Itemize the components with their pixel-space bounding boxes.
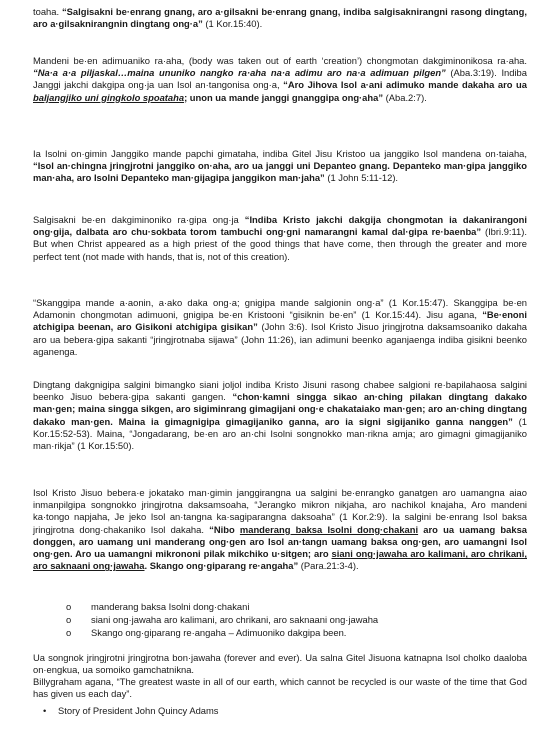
paragraph-4 <box>33 214 527 263</box>
text-run: baljangjiko uni gingkolo spoataha <box>33 91 185 103</box>
text-run: Salgisakni be·en dakgiminoniko ra·gipa ong·ja <box>33 214 245 225</box>
paragraph-2 <box>33 55 527 104</box>
text-run: “Na·a a·a piljaskal…maina ununiko nangko ra·aha na·a adimu aro na·a adimuan pilgen” <box>33 67 446 79</box>
text-run: Ia Isolni on·gimin Janggiko mande papchi gimataha, indiba Gitel Jisu Kristoo ua janggiko Isol mandena on·taiaha, <box>33 148 527 159</box>
text-run: siani ong·jawaha aro kalimani, aro chrikani, aro saknaani ong·jawaha <box>33 548 527 572</box>
text-run: Isol Kristo Jisuo bebera·e jokatako man·gimin janggirangna ua salgini be·enrangko ganatgen aro uamangna aiao inmanpilgipa songnokko jringjrotna daksamsoaha, “Jerangko mikron nikjaha, aro nachikol knajaha, Aro mandeni ka·tongo napjaha, Je jeko Isol an·tangna ka·sagiparangna daksoaha” (1 Kor.2:9). Ia salgini be·enrang Isol baksa jringjrotna dong·chakaniko Isol dakaha. <box>33 487 527 535</box>
text-run: (Ibri.9:11). But when Christ appeared as a high priest of the good things that have come, then through the greater and more perfect tent (not made with hands, that is, not of this creation). <box>33 226 527 262</box>
text-run: (1 Kor.15:52-53). Maina, “Jongadarang, be·en aro an·chi Isolni songnokko man·rikna amja; aro gimagni gimagijaniko man·rikja” (1 Kor.15:50). <box>33 415 527 452</box>
text-run: Billygraham agana, “The greatest waste in all of our earth, which cannot be recycled is our waste of the time that God has given us each day”. <box>33 676 527 700</box>
paragraph-3 <box>33 148 527 185</box>
text-run: “Indiba Kristo jakchi dakgija chongmotan ia dakanirangoni ong·gija, dalbata aro chu·sokbata torom tambuchi ong·gni namarangni kamal dal·gipa re·baenba” <box>33 214 527 238</box>
text-run: (John 3:6). Isol Kristo Jisuo jringjrotna daksamsoaniko dakaha aro ua bebera·gipa sakanti “jringjrotnaba sijawa” (John 11:26), ian adimuni beenko aganjaenga indiba gisikni beenko aganenga. <box>33 321 527 357</box>
text-run: manderang baksa Isolni dong·chakani <box>239 523 419 535</box>
text-run: toaha. <box>33 6 62 17</box>
sub-list-item: manderang baksa Isolni dong·chakani <box>91 601 250 612</box>
sub-list-marker: o <box>66 614 72 625</box>
text-run: (Aba.2:7). <box>383 91 427 103</box>
text-run: ; unon ua mande janggi gnanggipa ong·aha” <box>184 91 384 103</box>
paragraph-9 <box>33 676 527 700</box>
sub-list-marker: o <box>66 627 72 638</box>
paragraph-5 <box>33 297 527 358</box>
text-run: . Skango ong·giparang re·angaha” <box>144 560 299 572</box>
paragraph-8 <box>33 652 527 676</box>
paragraph-6 <box>33 379 527 452</box>
text-run: “chon·kamni singga sikao an·ching pilakan dingtang dakako man·gen; maina singga sikgen, aro sigiminrang gimagijani ong·e chakataiako man·gen; aro an·ching dingtang dakako man·gen. Maina ia gimagnigipa gimagijaniko ganna, aro ia signi sigijaniko ganna nanggen” <box>33 391 527 427</box>
text-run: aro ua uamang baksa donggen, aro uamang uni manderang ong·gen aro Isol an·tangn uamang baksa ong·gen, aro uamangni Isol ong·gen. Aro ua uamangni mikrononi pilak mikchiko u·sitgen; aro <box>33 523 528 560</box>
text-run: “Be·enoni atchigipa beenan, aro Gisikoni atchigipa gisikan” <box>33 309 527 333</box>
sub-list-item: Skango ong·giparang re·angaha – Adimuoniko dakgipa been. <box>91 627 347 638</box>
bullet-item: Story of President John Quincy Adams <box>58 705 219 716</box>
text-run: Dingtang dakgnigipa salgini bimangko siani joljol indiba Kristo Jisuni rasong chabee salgioni re·bapilahaosa salgini beenko Jisuo bebera·gipa sakanti gangen. <box>33 379 527 403</box>
text-run: “Nibo <box>209 523 240 535</box>
sub-list-marker: o <box>66 601 72 612</box>
paragraph-1 <box>33 6 527 30</box>
paragraph-7 <box>33 487 527 572</box>
text-run: “Skanggipa mande a·aonin, a·ako daka ong·a; gnigipa mande salgionin ong·a” (1 Kor.15:47). Skanggipa be·en Adamonin chongmotan adimuoni, gnigipa be·en Kristooni “gisiknin be·en” (1 Kor.15:44). Jisu agana, <box>33 297 527 321</box>
text-run: Mandeni be·en adimuaniko ra·aha, (body was taken out of earth ‘creation’) chongmotan dakgiminonikosa ra·aha. <box>33 55 527 66</box>
text-run: “Isol an·chingna jringjrotni janggiko on·aha, aro ua janggi uni Depanteo gnang. Depanteko man·gipa janggiko man·aha, aro Isolni Depanteko man·gijagipa janggikon man·jaha” <box>33 160 527 184</box>
text-run: (1 John 5:11-12). <box>324 172 399 184</box>
text-run: (Para.21:3-4). <box>298 560 359 572</box>
text-run: Ua songnok jringjrotni jringjrotna bon·jawaha (forever and ever). Ua salna Gitel Jisuona katnapna Isol cholko daaloba on·engkua, ua somoiko gamchatnikna. <box>33 652 527 676</box>
text-run: “Aro Jihova Isol a·ani adimuko mande dakaha aro ua <box>283 79 527 91</box>
sub-list-item: siani ong·jawaha aro kalimani, aro chrikani, aro saknaani ong·jawaha <box>91 614 379 625</box>
text-run: (1 Kor.15:40). <box>202 18 263 30</box>
bullet-marker: • <box>43 705 47 716</box>
text-run: “Salgisakni be·enrang gnang, aro a·gilsakni be·enrang gnang, indiba salgisaknirangni rasong dingtang, aro a·gilsaknirangnin dingtang ong·a” <box>33 6 527 30</box>
text-run: (Aba.3:19). Indiba Janggi jakchi dakgipa ong·ja uan Isol an·tangonisa ong·a, <box>33 67 527 91</box>
